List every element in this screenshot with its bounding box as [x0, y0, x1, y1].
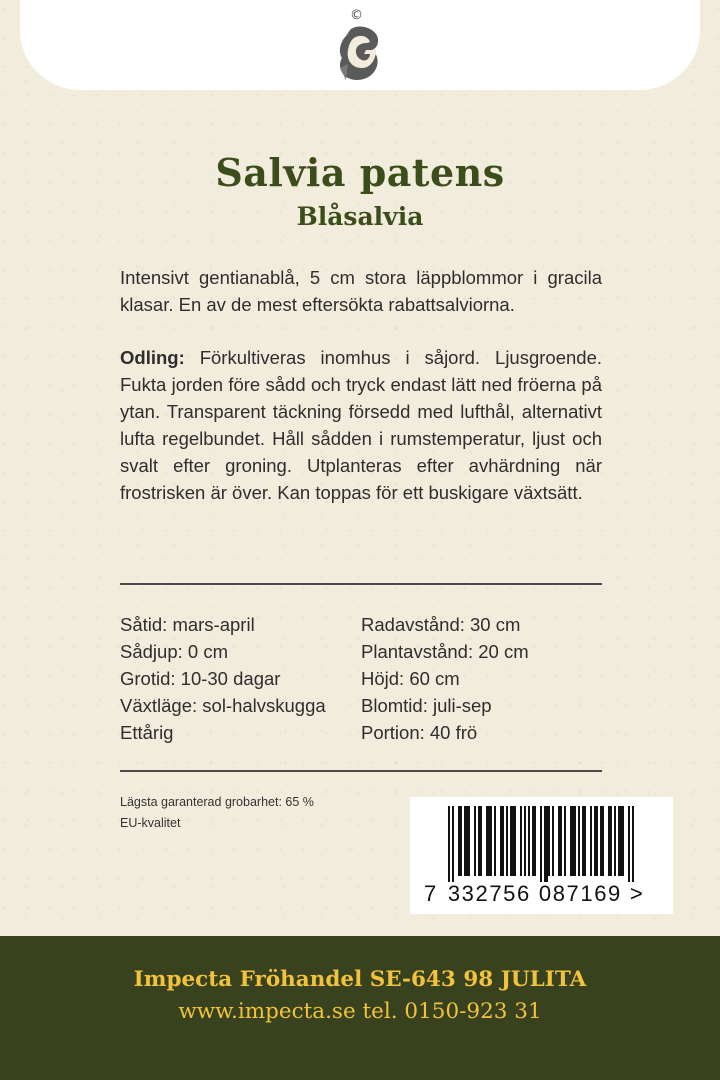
barcode-bar	[602, 806, 604, 876]
barcode-left-group: 332756	[447, 881, 531, 906]
barcode-bar	[524, 806, 526, 876]
barcode-bar	[448, 806, 450, 882]
fine-print	[120, 792, 314, 834]
barcode-bar	[582, 806, 584, 876]
fact-bloom-time: Blomtid: juli-sep	[361, 695, 492, 716]
barcode-bar	[544, 806, 546, 882]
barcode-bar	[520, 806, 522, 876]
barcode-bar	[458, 806, 460, 876]
barcode-bar	[514, 806, 516, 876]
barcode-bar	[534, 806, 536, 876]
barcode-bar	[468, 806, 470, 876]
barcode-number	[424, 881, 644, 907]
barcode-bar	[502, 806, 504, 876]
barcode-bar	[452, 806, 454, 882]
facts-right-column	[361, 611, 529, 746]
barcode-bar	[488, 806, 490, 876]
barcode-bar	[532, 806, 534, 876]
fact-row-spacing: Radavstånd: 30 cm	[361, 614, 521, 635]
barcode-bar	[628, 806, 630, 882]
barcode-bar	[584, 806, 586, 876]
quality-label: EU-kvalitet	[120, 816, 181, 830]
barcode-right-group: 087169	[538, 881, 622, 906]
fact-height: Höjd: 60 cm	[361, 668, 460, 689]
product-latin-name: Salvia patens	[215, 150, 505, 195]
copyright-symbol: ©	[350, 8, 363, 23]
barcode-bar	[572, 806, 574, 876]
barcode-bar	[510, 806, 512, 876]
barcode-bar	[480, 806, 482, 876]
barcode-bar	[596, 806, 598, 876]
barcode-bar	[460, 806, 462, 876]
germination-guarantee: Lägsta garanterad grobarhet: 65 %	[120, 795, 314, 809]
barcode-bar	[614, 806, 616, 876]
divider-top	[120, 583, 602, 585]
barcode-bar	[552, 806, 554, 876]
barcode-bar	[546, 806, 548, 882]
barcode-bar	[578, 806, 580, 876]
barcode-bar	[622, 806, 624, 876]
barcode-bar	[594, 806, 596, 876]
barcode-bar	[464, 806, 466, 876]
product-common-name: Blåsalvia	[296, 202, 424, 231]
barcode-bar	[560, 806, 562, 876]
barcode-bar	[540, 806, 542, 882]
barcode-bar	[570, 806, 572, 876]
barcode-bar	[466, 806, 468, 876]
barcode-bar	[512, 806, 514, 876]
fact-germination-time: Grotid: 10-30 dagar	[120, 668, 281, 689]
product-description: Intensivt gentianablå, 5 cm stora läppblommor i gracila klasar. En av de mest eftersökta rabattsalviorna.	[120, 267, 602, 315]
barcode-bar	[506, 806, 508, 876]
barcode-bar	[608, 806, 610, 876]
barcode-bar	[500, 806, 502, 876]
barcode-bar	[494, 806, 496, 876]
fact-lifecycle: Ettårig	[120, 722, 174, 743]
barcode-bar	[548, 806, 550, 876]
barcode	[410, 797, 673, 914]
cultivation-instructions	[120, 344, 602, 506]
barcode-bar	[574, 806, 576, 876]
barcode-first-digit: 7	[424, 881, 438, 906]
fact-portion: Portion: 40 frö	[361, 722, 478, 743]
barcode-arrow: >	[629, 881, 645, 906]
barcode-bar	[490, 806, 492, 876]
barcode-bar	[600, 806, 602, 876]
footer-contact: www.impecta.se tel. 0150-923 31	[178, 999, 542, 1024]
facts-left-column	[120, 611, 326, 746]
barcode-bars	[448, 806, 638, 882]
barcode-bar	[486, 806, 488, 876]
footer-company: Impecta Fröhandel SE-643 98 JULITA	[133, 967, 587, 992]
cultivation-text: Förkultiveras inomhus i såjord. Ljusgroende. Fukta jorden före sådd och tryck endast lätt ned fröerna på ytan. Transparent täckning försedd med lufthål, alternativt lufta regelbundet. Håll sådden i rumstemperatur, ljust och svalt efter groning. Utplanteras efter avhärdning när frostrisken är över. Kan toppas för ett buskigare växtsätt.	[120, 347, 602, 503]
fact-sowing-time: Såtid: mars-april	[120, 614, 255, 635]
barcode-bar	[474, 806, 476, 876]
barcode-bar	[478, 806, 480, 876]
barcode-bar	[618, 806, 620, 876]
fact-plant-spacing: Plantavstånd: 20 cm	[361, 641, 529, 662]
impecta-logo-icon	[336, 24, 382, 84]
divider-bottom	[120, 770, 602, 772]
barcode-bar	[564, 806, 566, 876]
barcode-bar	[528, 806, 530, 876]
fact-location: Växtläge: sol-halvskugga	[120, 695, 326, 716]
barcode-bar	[558, 806, 560, 876]
fact-sowing-depth: Sådjup: 0 cm	[120, 641, 228, 662]
barcode-bar	[610, 806, 612, 876]
barcode-bar	[632, 806, 634, 882]
brand-logo	[332, 8, 388, 86]
barcode-bar	[620, 806, 622, 876]
cultivation-label: Odling:	[120, 347, 185, 368]
barcode-bar	[590, 806, 592, 876]
